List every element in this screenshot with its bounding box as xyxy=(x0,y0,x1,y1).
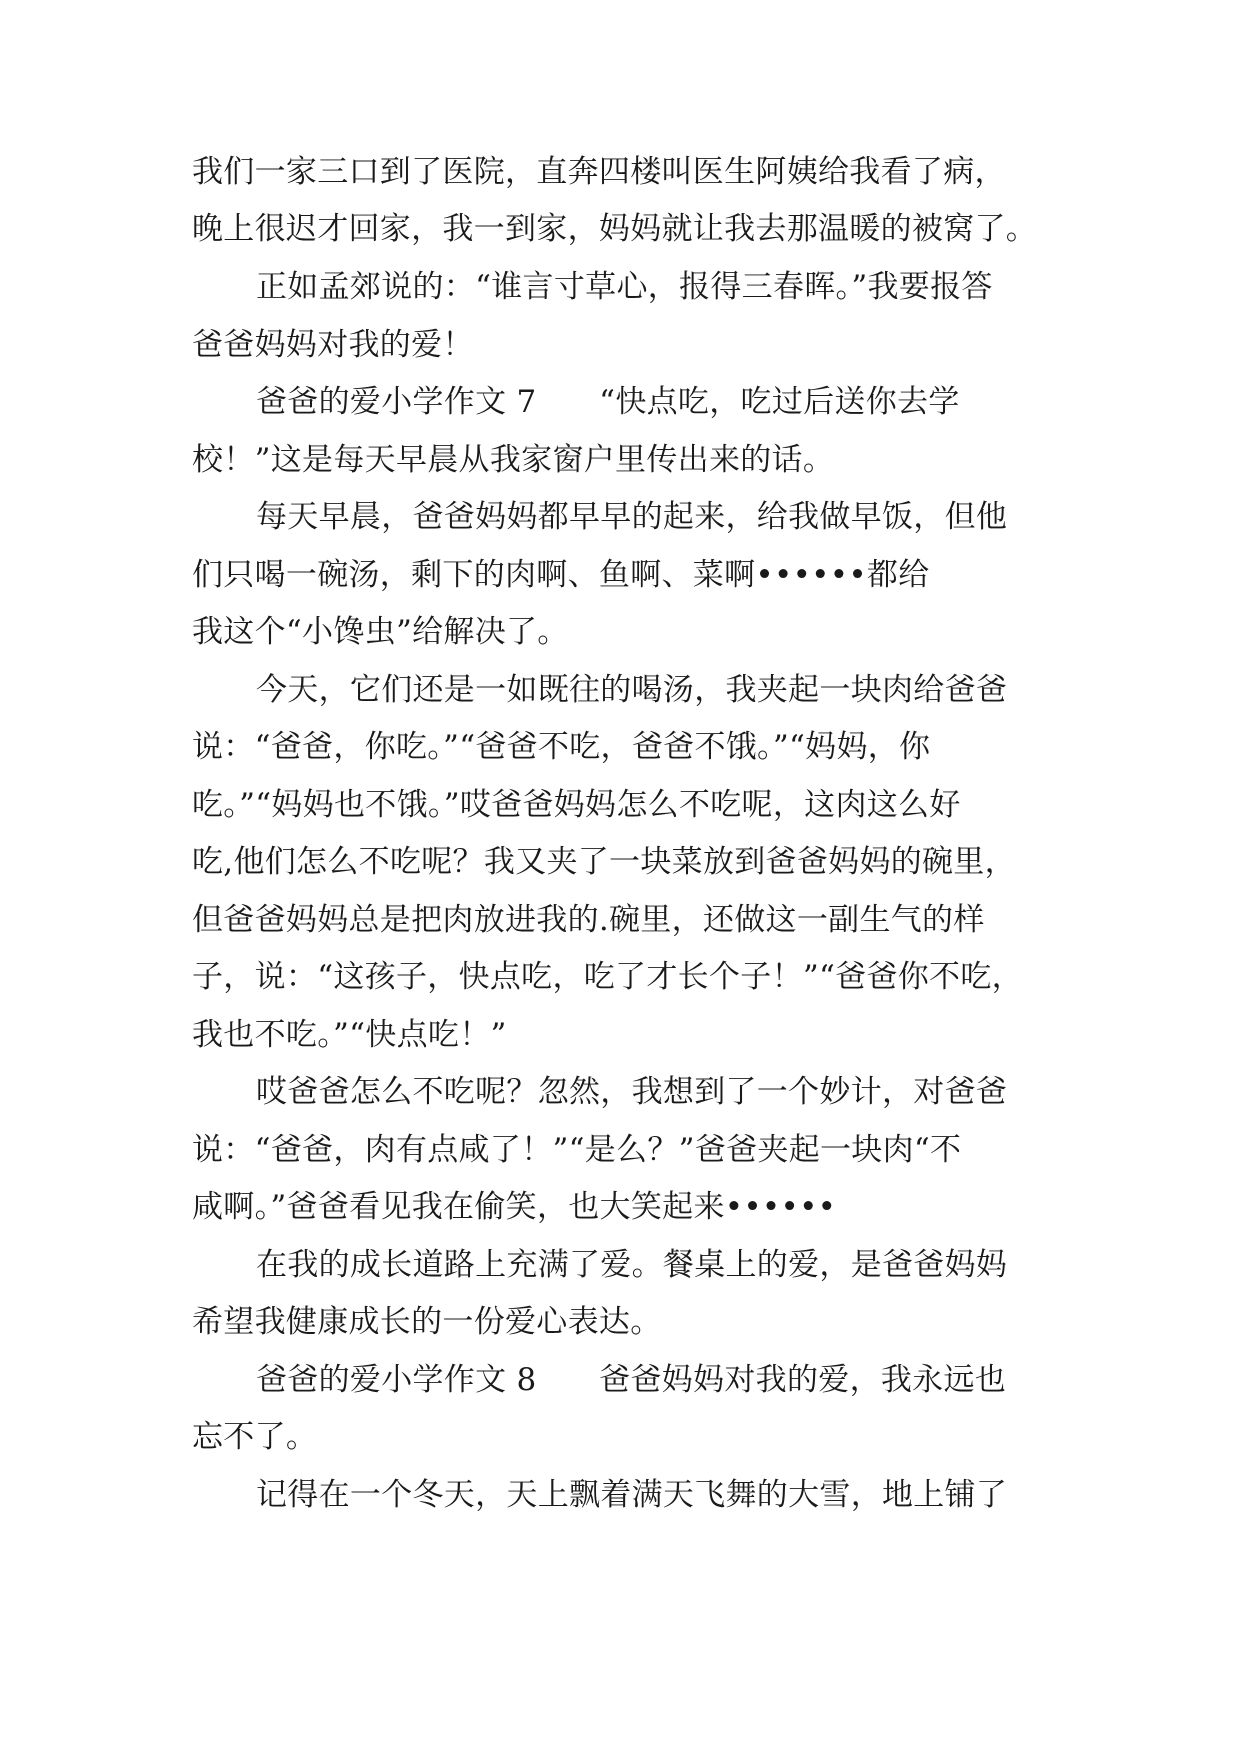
paragraph-start: 每天早晨，爸爸妈妈都早早的起来，给我做早饭，但他 xyxy=(256,499,1008,535)
text-line: 校！”这是每天早晨从我家窗户里传出来的话。 xyxy=(192,442,835,478)
paragraph-start: 哎爸爸怎么不吃呢？忽然，我想到了一个妙计，对爸爸 xyxy=(256,1074,1008,1110)
paragraph-start: 今天，它们还是一如既往的喝汤，我夹起一块肉给爸爸 xyxy=(256,672,1008,708)
text-line: 咸啊。”爸爸看见我在偷笑，也大笑起来•••••• xyxy=(192,1189,837,1225)
text-line: 说：“爸爸，你吃。”“爸爸不吃，爸爸不饿。”“妈妈，你 xyxy=(192,729,931,765)
text-line: 吃,他们怎么不吃呢？我又夹了一块菜放到爸爸妈妈的碗里， xyxy=(192,844,1016,880)
text-line: 爸爸妈妈对我的爱！ xyxy=(192,327,474,363)
section-heading-line: 爸爸的爱小学作文 8 爸爸妈妈对我的爱，我永远也 xyxy=(256,1362,1007,1398)
section-heading-line: 爸爸的爱小学作文 7 “快点吃，吃过后送你去学 xyxy=(256,384,960,420)
paragraph-start: 在我的成长道路上充满了爱。餐桌上的爱，是爸爸妈妈 xyxy=(256,1247,1008,1283)
text-line: 吃。”“妈妈也不饿。”哎爸爸妈妈怎么不吃呢，这肉这么好 xyxy=(192,787,961,823)
text-line: 我也不吃。”“快点吃！” xyxy=(192,1017,507,1053)
text-line: 但爸爸妈妈总是把肉放进我的.碗里，还做这一副生气的样 xyxy=(192,902,985,938)
paragraph-start: 正如孟郊说的：“谁言寸草心，报得三春晖。”我要报答 xyxy=(256,269,993,305)
text-line: 我这个“小馋虫”给解决了。 xyxy=(192,614,569,650)
text-line: 忘不了。 xyxy=(192,1419,318,1455)
text-line: 希望我健康成长的一份爱心表达。 xyxy=(192,1304,662,1340)
text-line: 晚上很迟才回家，我一到家，妈妈就让我去那温暖的被窝了。 xyxy=(192,211,1038,247)
text-line: 我们一家三口到了医院，直奔四楼叫医生阿姨给我看了病， xyxy=(192,154,1006,190)
text-line: 子，说：“这孩子，快点吃，吃了才长个子！”“爸爸你不吃， xyxy=(192,959,1023,995)
text-line: 说：“爸爸，肉有点咸了！”“是么？”爸爸夹起一块肉“不 xyxy=(192,1132,962,1168)
paragraph-start: 记得在一个冬天，天上飘着满天飞舞的大雪，地上铺了 xyxy=(256,1477,1008,1513)
text-line: 们只喝一碗汤，剩下的肉啊、鱼啊、菜啊••••••都给 xyxy=(192,557,930,593)
